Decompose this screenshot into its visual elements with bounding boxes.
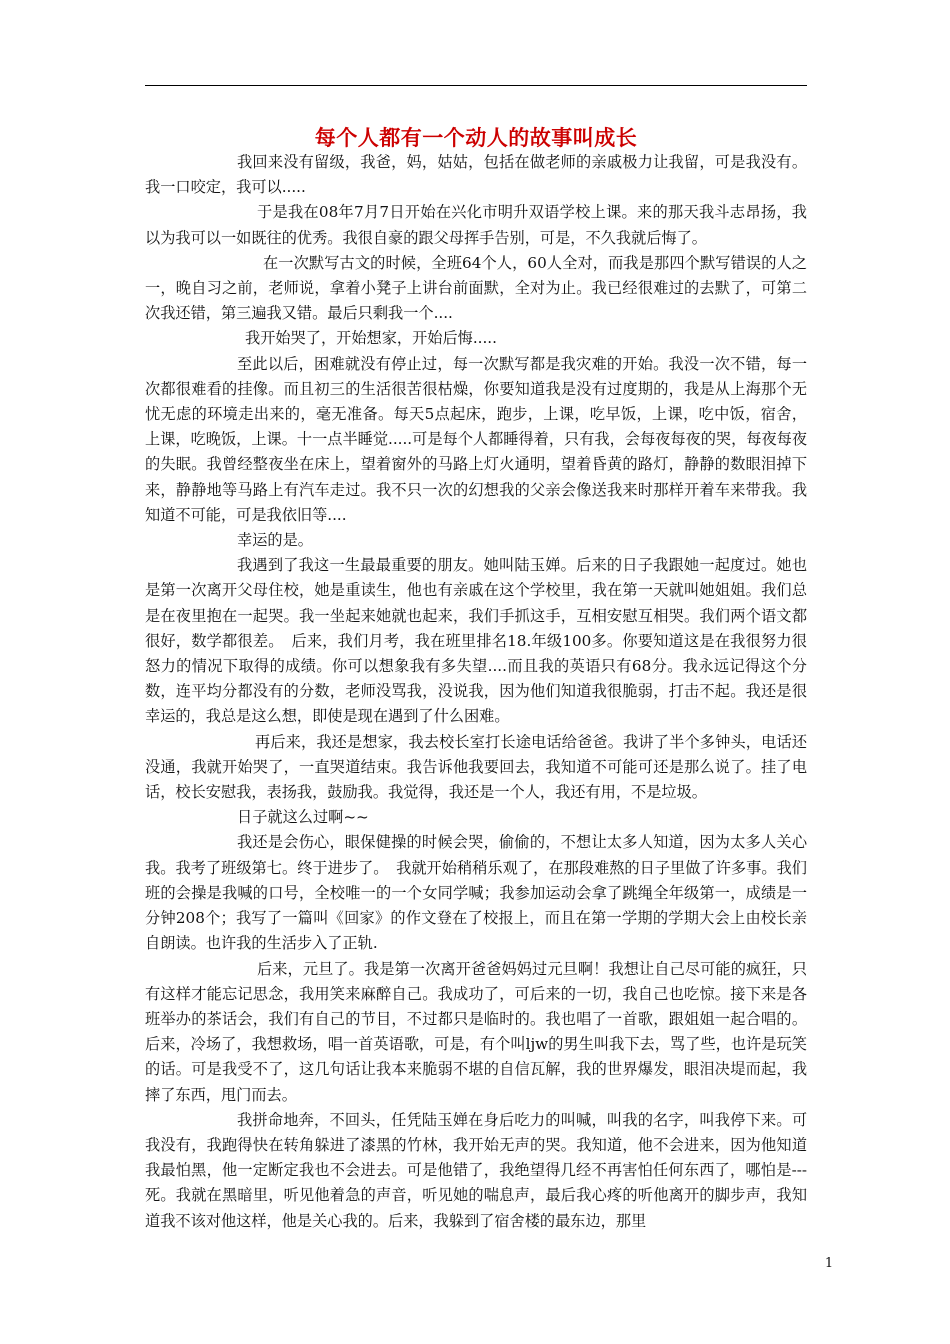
document-title: 每个人都有一个动人的故事叫成长 [314,126,638,150]
paragraph: 在一次默写古文的时候，全班64个人，60人全对，而我是那四个默写错误的人之一，晚自习之前，老师说，拿着小凳子上讲台前面默，全对为止。我已经很难过的去默了，可第二次我还错，第三遍我又错。最后只剩我一个.... [145,253,807,323]
paragraph: 后来，元旦了。我是第一次离开爸爸妈妈过元旦啊！我想让自己尽可能的疯狂，只有这样才能忘记思念，我用笑来麻醉自己。我成功了，可后来的一切，我自己也吃惊。接下来是各班举办的茶话会，我们有自己的节目，不过都只是临时的。我也唱了一首歌，跟姐姐一起合唱的。后来，冷场了，我想救场，唱一首英语歌，可是，有个叫ljw的男生叫我下去，骂了些，也许是玩笑的话。可是我受不了，这几句话让我本来脆弱不堪的自信瓦解，我的世界爆发，眼泪决堤而起，我摔了东西，甩门而去。 [145,959,807,1104]
paragraph: 我还是会伤心，眼保健操的时候会哭，偷偷的，不想让太多人知道，因为太多人关心我。我考了班级第七。终于进步了。 我就开始稍稍乐观了，在那段难熬的日子里做了许多事。我们班的会操是我喊的口号，全校唯一的一个女同学喊；我参加运动会拿了跳绳全年级第一，成绩是一分钟208个；我写了一篇叫《回家》的作文登在了校报上，而且在第一学期的学期大会上由校长亲自朗读。也许我的生活步入了正轨. [145,833,807,953]
paragraph: 日子就这么过啊~~ [237,808,369,827]
paragraph: 再后来，我还是想家，我去校长室打长途电话给爸爸。我讲了半个多钟头，电话还没通，我就开始哭了，一直哭道结束。我告诉他我要回去，我知道不可能可还是那么说了。挂了电话，校长安慰我，表扬我，鼓励我。我觉得，我还是一个人，我还有用，不是垃圾。 [145,732,807,802]
document-body [145,150,807,1234]
paragraph: 于是我在08年7月7日开始在兴化市明升双语学校上课。来的那天我斗志昂扬，我以为我可以一如既往的优秀。我很自豪的跟父母挥手告别，可是，不久我就后悔了。 [145,203,807,247]
paragraph: 我拼命地奔，不回头，任凭陆玉婵在身后吃力的叫喊，叫我的名字，叫我停下来。可我没有，我跑得快在转角躲进了漆黑的竹林，我开始无声的哭。我知道，他不会进来，因为他知道我最怕黑，他一定断定我也不会进去。可是他错了，我绝望得几经不再害怕任何东西了，哪怕是---死。我就在黑暗里，听见他着急的声音，听见她的喘息声，最后我心疼的听他离开的脚步声，我知道我不该对他这样，他是关心我的。后来，我躲到了宿舍楼的最东边，那里 [145,1110,807,1230]
paragraph: 幸运的是。 [237,531,313,550]
header-rule [145,85,807,86]
page-number: 1 [824,1256,834,1271]
paragraph: 我回来没有留级，我爸，妈，姑姑，包括在做老师的亲戚极力让我留，可是我没有。我一口咬定，我可以..... [145,153,807,197]
paragraph: 至此以后，困难就没有停止过，每一次默写都是我灾难的开始。我没一次不错，每一次都很难看的挂像。而且初三的生活很苦很枯燥，你要知道我是没有过度期的，我是从上海那个无忧无虑的环境走出来的，毫无准备。每天5点起床，跑步，上课，吃早饭，上课，吃中饭，宿舍，上课，吃晚饭，上课。十一点半睡觉.....可是每个人都睡得着，只有我，会每夜每夜的哭，每夜每夜的失眠。我曾经整夜坐在床上，望着窗外的马路上灯火通明，望着昏黄的路灯，静静的数眼泪掉下来，静静地等马路上有汽车走过。我不只一次的幻想我的父亲会像送我来时那样开着车来带我。我知道不可能，可是我依旧等.... [145,354,808,524]
paragraph: 我遇到了我这一生最最重要的朋友。她叫陆玉婵。后来的日子我跟她一起度过。她也是第一次离开父母住校，她是重读生，他也有亲戚在这个学校里，我在第一天就叫她姐姐。我们总是在夜里抱在一起哭。我一坐起来她就也起来，我们手抓这手，互相安慰互相哭。我们两个语文都很好，数学都很差。 后来，我们月考，我在班里排名18.年级100多。你要知道这是在我很努力很怒力的情况下取得的成绩。你可以想象我有多失望....而且我的英语只有68分。我永远记得这个分数，连平均分都没有的分数，老师没骂我，没说我，因为他们知道我很脆弱，打击不起。我还是很幸运的，我总是这么想，即使是现在遇到了什么困难。 [145,556,807,726]
paragraph: 我开始哭了，开始想家，开始后悔..... [245,329,497,348]
